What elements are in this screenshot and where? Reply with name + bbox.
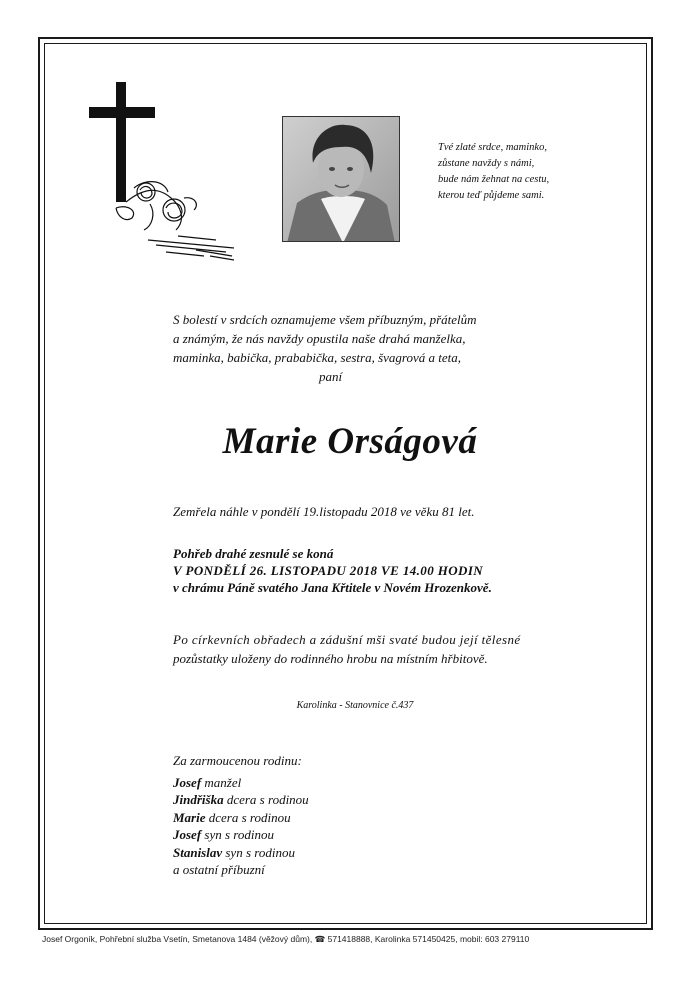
member-name: Jindřiška bbox=[173, 792, 224, 807]
intro-line: a známým, že nás navždy opustila naše drahá manželka, bbox=[173, 331, 466, 346]
intro-title-word: paní bbox=[319, 369, 343, 384]
family-address: Karolinka - Stanovnice č.437 bbox=[296, 700, 414, 711]
family-member bbox=[173, 844, 309, 862]
member-relation: dcera s rodinou bbox=[208, 809, 291, 825]
member-name: Josef bbox=[173, 827, 202, 842]
funeral-info bbox=[173, 545, 492, 596]
member-relation: dcera s rodinou bbox=[226, 792, 309, 807]
intro-line: maminka, babička, prababička, sestra, švagrová a teta, bbox=[173, 350, 461, 365]
cross-with-flowers-icon bbox=[86, 80, 236, 265]
poem-line: zůstane navždy s námi, bbox=[438, 158, 535, 169]
footer-company: Josef Orgoník, Pohřební služba Vsetín, Smetanova 1484 (věžový dům), bbox=[42, 934, 313, 944]
burial-info bbox=[173, 630, 543, 668]
poem-line: bude nám žehnat na cestu, bbox=[438, 174, 550, 185]
death-notice: Zemřela náhle v pondělí 19.listopadu 2018 ve věku 81 let. bbox=[173, 504, 475, 519]
poem bbox=[438, 140, 638, 204]
family-member bbox=[173, 774, 309, 792]
member-relation: manžel bbox=[204, 774, 242, 790]
family-list bbox=[173, 752, 309, 879]
family-member bbox=[173, 791, 309, 809]
member-relation: syn s rodinou bbox=[225, 844, 295, 860]
intro-line: S bolestí v srdcích oznamujeme všem příbuzným, přátelům bbox=[173, 312, 477, 327]
deceased-name: Marie Orságová bbox=[222, 421, 478, 462]
funeral-line: Pohřeb drahé zesnulé se koná bbox=[173, 546, 334, 561]
burial-line: pozůstatky uloženy do rodinného hrobu na místním hřbitově. bbox=[173, 651, 488, 666]
family-member bbox=[173, 826, 309, 844]
portrait-image bbox=[283, 117, 400, 242]
member-relation: syn s rodinou bbox=[204, 827, 274, 842]
poem-line: Tvé zlaté srdce, maminko, bbox=[438, 142, 547, 153]
family-closing: a ostatní příbuzní bbox=[173, 862, 265, 877]
funeral-location: v chrámu Páně svatého Jana Křtitele v Novém Hrozenkově. bbox=[173, 580, 492, 595]
member-name: Marie bbox=[173, 809, 206, 825]
telephone-icon: ☎ bbox=[314, 934, 326, 944]
family-header: Za zarmoucenou rodinu: bbox=[173, 753, 302, 768]
burial-line: Po církevních obřadech a zádušní mši svaté budou její tělesné bbox=[173, 632, 521, 647]
member-name: Stanislav bbox=[173, 844, 223, 860]
poem-line: kterou teď půjdeme sami. bbox=[438, 190, 545, 201]
family-member bbox=[173, 809, 309, 827]
announcement-intro bbox=[173, 310, 533, 386]
portrait-photo bbox=[282, 116, 400, 242]
footer-phones: 571418888, Karolinka 571450425, mobil: 603 279110 bbox=[327, 934, 530, 944]
funeral-datetime: V PONDĚLÍ 26. LISTOPADU 2018 VE 14.00 HODIN bbox=[173, 563, 484, 578]
funeral-service-footer bbox=[42, 934, 682, 945]
member-name: Josef bbox=[173, 774, 202, 790]
